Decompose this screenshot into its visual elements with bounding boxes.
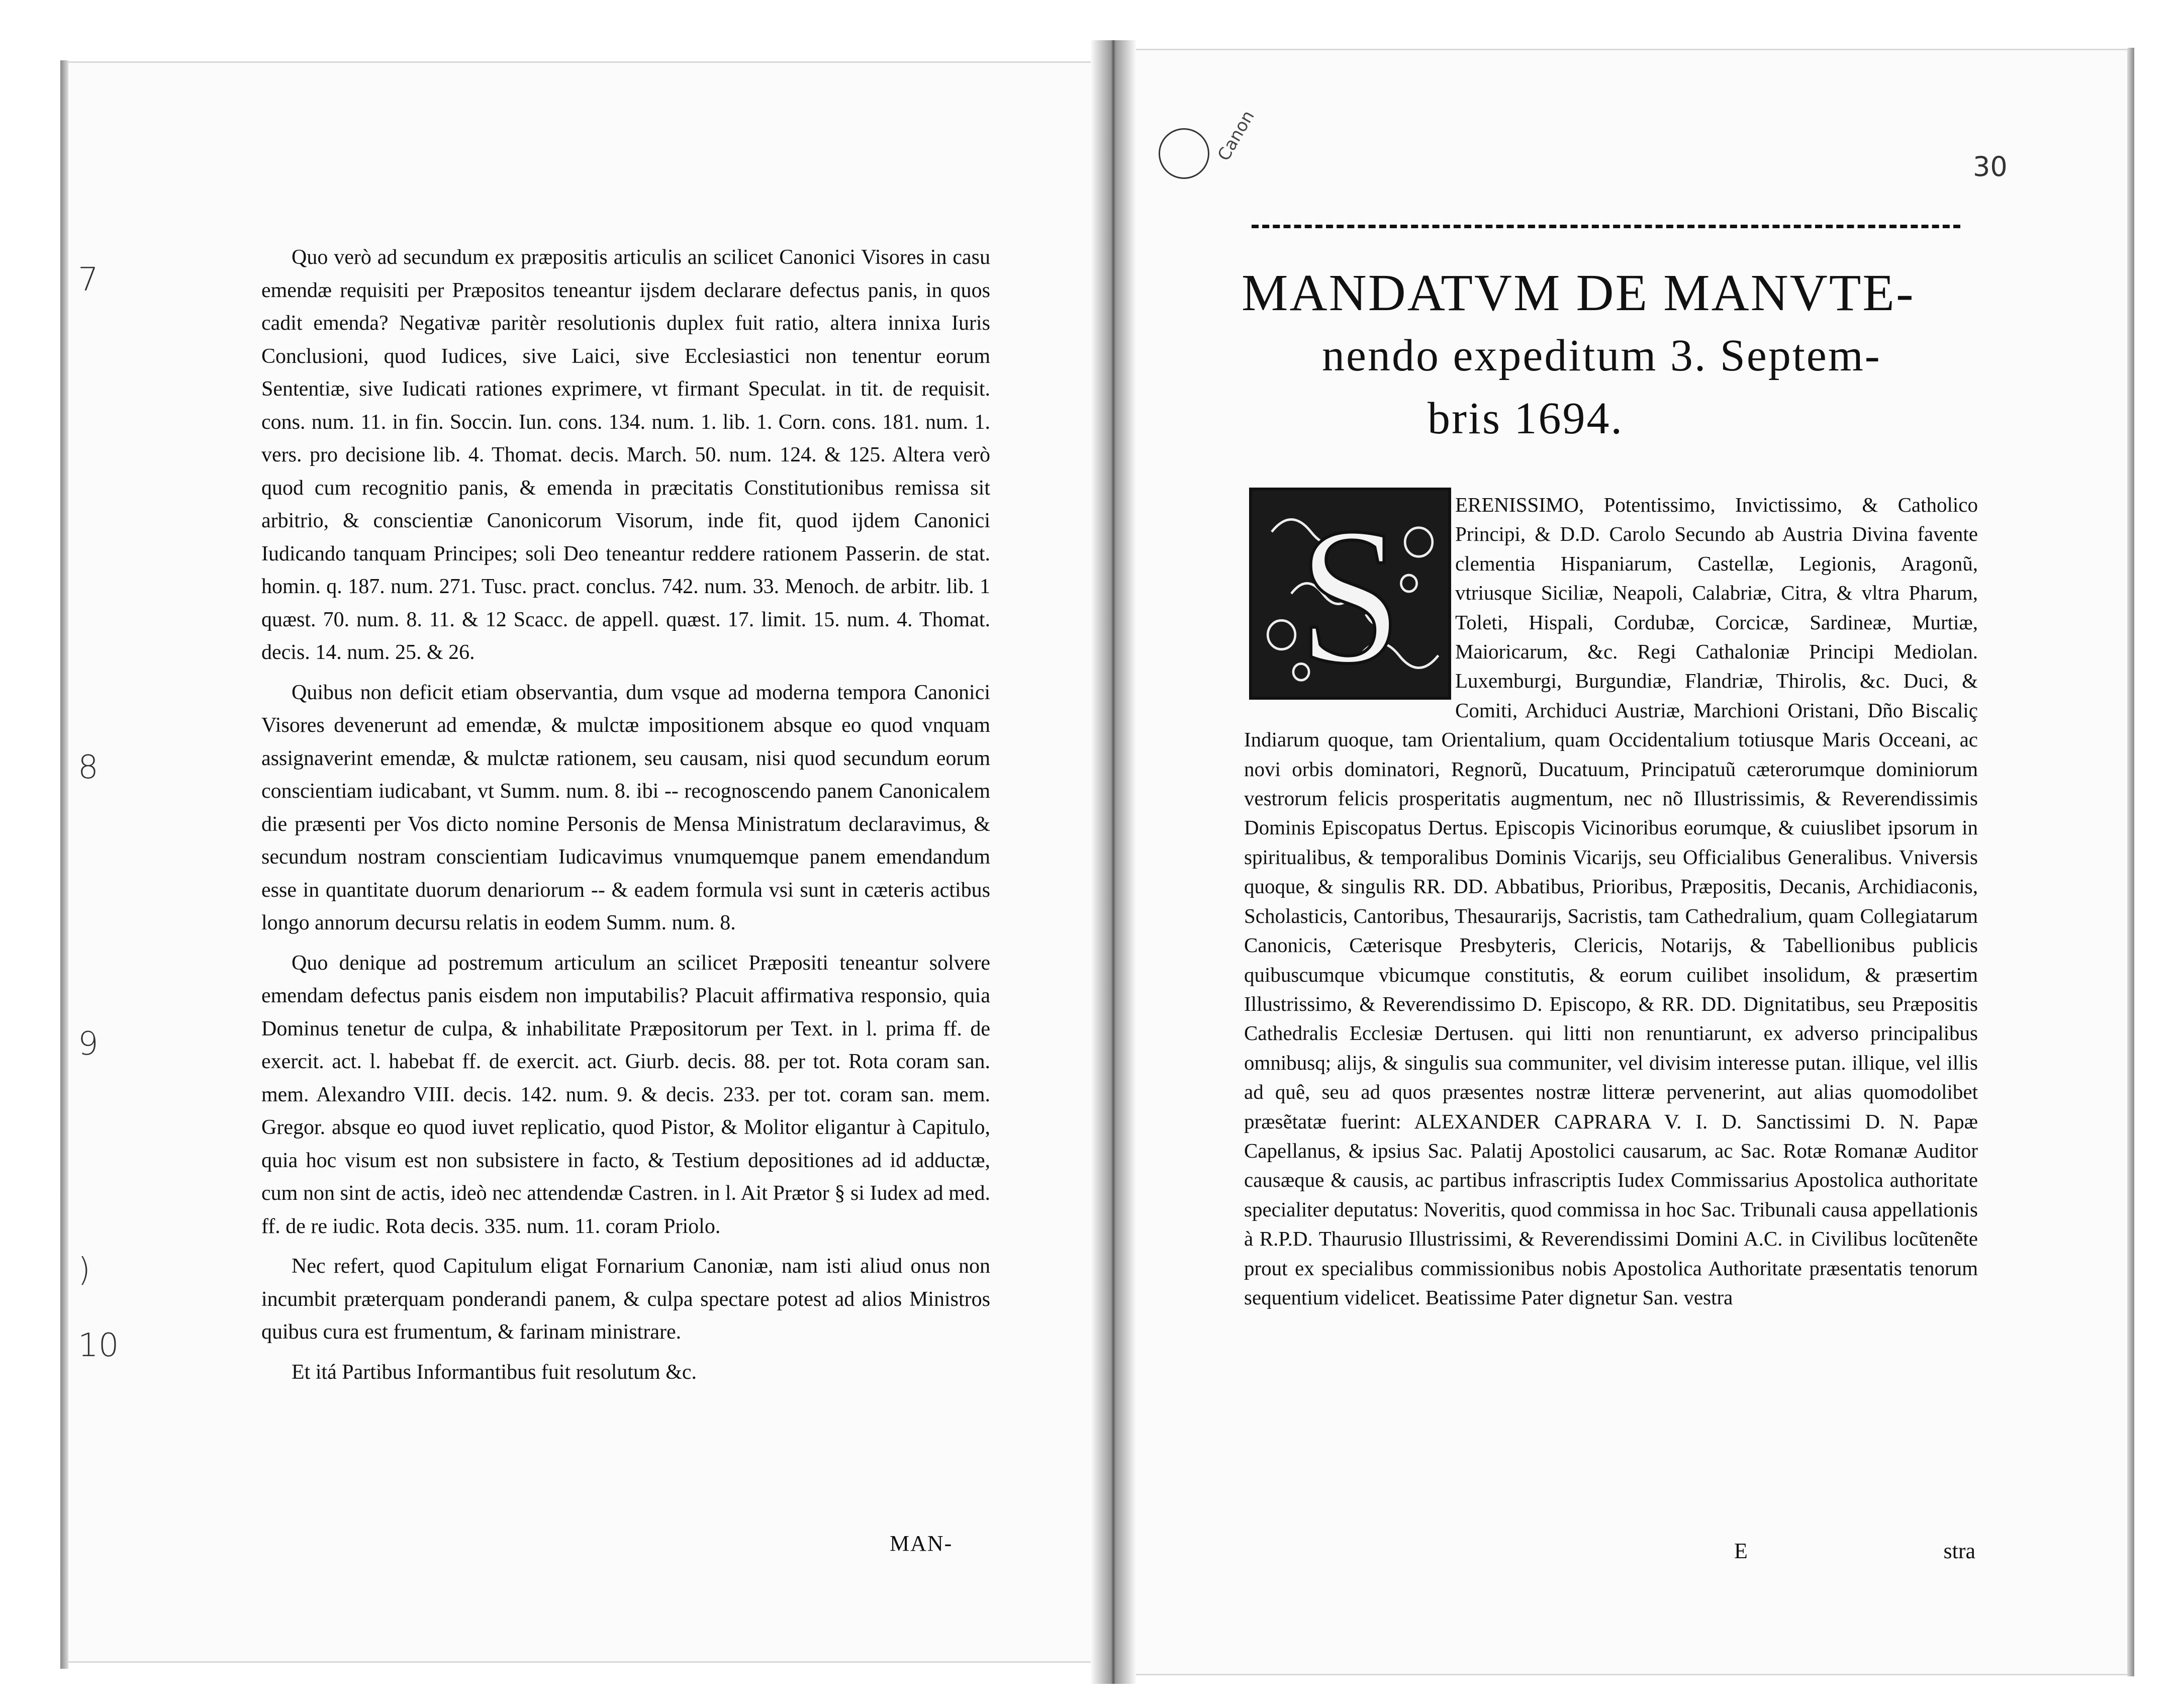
left-catchword: MAN- [890,1531,953,1556]
left-page-edge [60,60,68,1669]
right-page-edge [2127,48,2134,1676]
ornamental-rule [1252,225,1960,228]
margin-number-5: 10 [78,1327,119,1364]
stamp-text: Canon [1213,107,1259,164]
left-page-text [261,241,990,1396]
right-catchword: stra [1943,1539,1975,1563]
heading-line: nendo expeditum 3. Septem- [1322,331,1881,381]
margin-number-3: 9 [78,1025,99,1063]
paragraph: Et itá Partibus Informantibus fuit resolutum &c. [292,1360,697,1384]
folio-number: 30 [1973,151,2008,182]
heading-line: bris 1694. [1428,394,1624,443]
margin-number-4: ) [78,1252,90,1289]
margin-number-2: 8 [78,749,99,786]
paragraph: Quo verò ad secundum ex præpositis articulis an scilicet Canonici Visores in casu emendæ requisiti per Præpositos teneantur ijsdem declarare defectus panis, in quos cadit emenda? Negativæ paritèr resolutionis duplex fuit ratio, altera innixa Iuris Conclusioni, quod Iudices, sive Laici, sive Ecclesiastici non tenentur eorum Sententiæ, sive Iudicati rationes exprimere, vt firmant Speculat. in tit. de requisit. cons. num. 11. in fin. Soccin. Iun. cons. 134. num. 1. lib. 1. Corn. cons. 181. num. 1. vers. pro decisione lib. 4. Thomat. decis. March. 50. num. 124. & 125. Altera verò quod cum recognitio panis, & emenda in præcitatis Constitutionibus remissa sit arbitrio, & conscientiæ Canonicorum Visorum, inde fit, quod ijdem Canonici Iudicando tanquam Principes; soli Deo teneantur reddere rationem Passerin. de stat. homin. q. 187. num. 271. Tusc. pract. conclus. 742. num. 33. Menoch. de arbitr. lib. 1 quæst. 70. num. 8. 11. & 12 Scacc. de appell. quæst. 17. limit. 15. num. 4. Thomat. decis. 14. num. 25. & 26. [261,246,990,664]
paragraph: Quo denique ad postremum articulum an scilicet Præpositi teneantur solvere emendam defectus panis eisdem non imputabilis? Placuit affirmativa responsio, quia Dominus tenetur de culpa, & inhabilitate Præpositorum per Text. in l. prima ff. de exercit. act. l. habebat ff. de exercit. act. Giurb. decis. 88. per tot. Rota coram san. mem. Alexandro VIII. decis. 142. num. 9. & decis. 233. per tot. coram san. mem. Gregor. absque eo quod iuvet replicatio, quod Pistor, & Molitor eligantur à Capitulo, quia hoc visum est non subsistere in facto, & Testium depositiones ad id adductæ, cum non sint de actis, ideò nec attendendæ Castren. in l. Ait Prætor § si Iudex ad med. ff. de re iudic. Rota decis. 335. num. 11. coram Priolo. [261,951,990,1238]
margin-number-1: 7 [78,261,99,299]
heading-line: MANDATVM DE MANVTE- [1242,264,1915,322]
signature-mark: E [1734,1539,1748,1563]
paragraph: Nec refert, quod Capitulum eligat Fornarium Canoniæ, nam isti aliud onus non incumbit præterquam ponderandi panem, & culpa spectare potest ad alios Ministros quibus cura est frumentum, & farinam ministrare. [261,1255,990,1344]
svg-text:S: S [1298,491,1402,697]
archive-stamp-icon [1159,128,1209,179]
mandate-body: ERENISSIMO, Potentissimo, Invictissimo, & Catholico Principi, & D.D. Carolo Secundo ab Austria Divina favente clementia Hispaniarum, Castellæ, Legionis, Aragonũ, vtriusque Siciliæ, Neapoli, Calabriæ, Citra, & vltra Pharum, Toleti, Hispali, Cordubæ, Corcicæ, Sardineæ, Murtiæ, Maioricarum, &c. Regi Cathaloniæ Principi Mediolan. Luxemburgi, Burgundiæ, Flandriæ, Thirolis, &c. Duci, & Comiti, Archiduci Austriæ, Marchioni Oristani, Dño Biscaliç Indiarum quoque, tam Orientalium, quam Occidentalium totiusque Maris Occeani, ac novi orbis dominatori, Regnorũ, Ducatuum, Principatuũ cæterorumque dominiorum vestrorum felicis prosperitatis augmentum, nec nõ Illustrissimis, & Reverendissimis Dominis Episcopatus Dertus. Episcopis Vicinoribus eorumque, & cuiuslibet ipsorum in spiritualibus, & temporalibus Dominis Vicarijs, seu Officialibus Generalibus. Vniversis quoque, & singulis RR. DD. Abbatibus, Prioribus, Præpositis, Decanis, Archidiaconis, Scholasticis, Cantoribus, Thesaurarijs, Sacristis, tam Cathedralium, quam Collegiatarum Canonicis, Cæterisque Presbyteris, Clericis, Notarijs, & Tabellionibus publicis quibuscumque vbicumque constitutis, & eorum cuilibet insolidum, & præsertim Illustrissimo, & Reverendissimo D. Episcopo, & RR. DD. Dignitatibus, seu Præpositis Cathedralis Ecclesiæ Dertusen. qui litti non renuntiarunt, ex adverso principalibus omnibusq; alijs, & singulis sua communiter, vel divisim interesse putan. illique, vel illis ad quê, seu ad quos præsentes nostræ litteræ pervenerint, aut alias quomodolibet præsẽtatæ fuerint: ALEXANDER CAPRARA V. I. D. Sanctissimi D. N. Papæ Capellanus, & ipsius Sac. Palatij Apostolici causarum, ac Sac. Rotæ Romanæ Auditor causæque & causis, ac partibus infrascriptis Iudex Commissarius Apostolica authoritate specialiter deputatus: Noveritis, quod commissa in hoc Sac. Tribunali causa appellationis à R.P.D. Thaurusio Illustrissimi, & Reverendissimi Domini A.C. in Civilibus locũtenẽte prout ex specialibus commissionibus nobis Apostolica Authoritate præsentatis tenorum sequentium videlicet. Beatissime Pater dignetur San. vestra [1244,493,1978,1309]
right-page-footer [1734,1538,1975,1564]
paragraph: Quibus non deficit etiam observantia, dum vsque ad moderna tempora Canonici Visores devenerunt ad emendæ, & mulctæ impositionem absque eo quod vnquam assignaverint emendæ, & mulctæ rationem, seu causam, nisi quod secundum eorum conscientiam iudicabant, vt Summ. num. 8. ibi -- recognoscendo panem Canonicalem die præsenti per Vos dicto nomine Personis de Mensa Ministratum declaravimus, & secundum nostram conscientiam Iudicavimus vnumquemque panem emendandum esse in quantitate duorum denariorum -- & eadem formula vsi sunt in cæteris actibus longo annorum decursu relatis in eodem Summ. num. 8. [261,681,990,934]
book-gutter [1091,40,1136,1684]
document-heading [1242,261,1985,450]
right-page-text [1244,490,1978,1312]
